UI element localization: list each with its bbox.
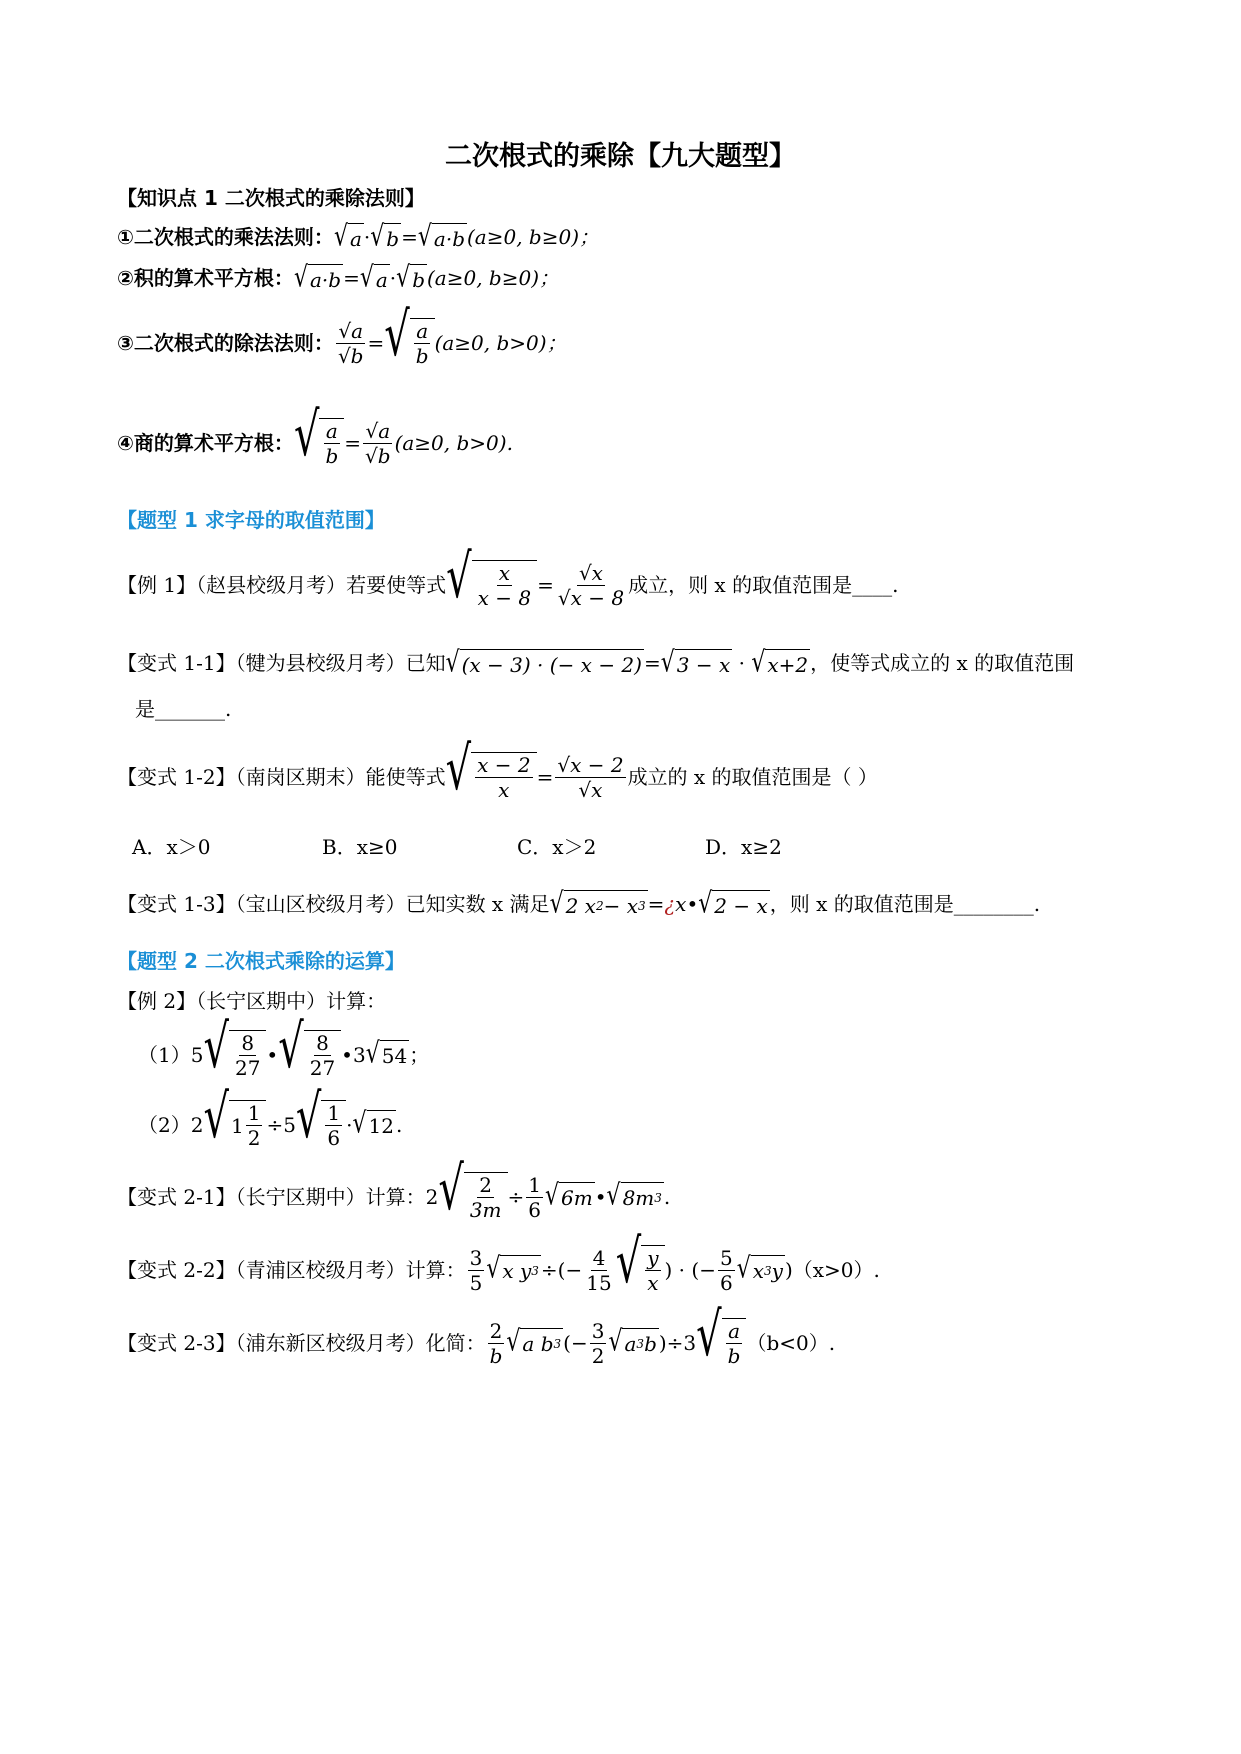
example-1-suffix: 成立，则 x 的取值范围是____.: [628, 573, 899, 597]
rule-1-condition: (a≥0, b≥0)；: [467, 225, 600, 249]
sqrt-2-minus-x: √ 2 − x: [698, 887, 768, 921]
variant-2-3-prefix: 【变式 2-3】（浦东新区校级月考）化简：: [117, 1331, 486, 1355]
example-2-item-2: （2）2 √ 1 $\frac{1}{2}$ ÷5 √ $\frac{1}{6}$ · √ 12 .: [138, 1083, 403, 1152]
rule-1-label: ①二次根式的乘法法则：: [117, 225, 334, 249]
sqrt-54: √ 54: [365, 1037, 408, 1070]
variant-2-3-condition: （b<0）.: [746, 1331, 836, 1355]
sqrt-8-over-27-2: √ $\frac{8}{27}$: [278, 1030, 341, 1080]
sqrt-a3b: √ a 3 b: [608, 1325, 657, 1358]
rule-3: ③二次根式的除法法则： $\frac{√a}{√b}$ = √ $\frac{a}{b}$ (a≥0, b>0)；: [117, 301, 567, 370]
fraction-2-over-b: $\frac{2}{b}$: [489, 1318, 503, 1368]
sqrt-8m3: √ 8m 3: [606, 1179, 662, 1212]
rule-2: ②积的算术平方根： √ a·b = √ a · √ b (a≥0, b≥0)；: [117, 261, 560, 295]
sqrt-x-minus-2-over-x: √ $\frac{x - 2}{x}$: [446, 752, 537, 802]
sqrt-x3y: √ x 3 y: [736, 1252, 783, 1285]
example-2-item-1: （1）5 √ $\frac{8}{27}$ • √ $\frac{8}{27}$ •3 √ 54 ；: [138, 1013, 430, 1082]
sqrt-a-2: √ a: [359, 261, 388, 295]
rule-4-condition: (a≥0, b>0).: [394, 431, 513, 455]
variant-1-3-prefix: 【变式 1-3】（宝山区校级月考）已知实数 x 满足: [117, 892, 550, 916]
item-1-label: （1）: [138, 1043, 191, 1067]
variant-1-1-prefix: 【变式 1-1】（犍为县校级月考）已知: [117, 651, 446, 675]
variant-1-2: 【变式 1-2】（南岗区期末）能使等式 √ $\frac{x - 2}{x}$ = $\frac{√x - 2}{√x}$ 成立的 x 的取值范围是（ ）: [117, 735, 878, 804]
sqrt-b-2: √ b: [396, 261, 425, 295]
sqrt-x-over-x-minus-8: √ $\frac{x}{x - 8}$: [446, 560, 537, 610]
fraction-1-over-6: $\frac{1}{6}$: [528, 1172, 542, 1222]
variant-1-2-suffix: 成立的 x 的取值范围是（ ）: [627, 765, 878, 789]
variant-1-3: 【变式 1-3】（宝山区校级月考）已知实数 x 满足 √ 2 x 2 − x 3 =¿x• √ 2 − x ，则 x 的取值范围是________.: [117, 887, 1041, 921]
sqrt-b: √ b: [370, 220, 400, 254]
type-2-heading: 【题型 2 二次根式乘除的运算】: [117, 949, 405, 973]
rule-3-label: ③二次根式的除法法则：: [117, 331, 334, 355]
knowledge-heading: 【知识点 1 二次根式的乘除法则】: [117, 186, 425, 210]
option-c[interactable]: C．x＞2: [517, 835, 597, 859]
fraction-3-over-2: $\frac{3}{2}$: [591, 1318, 605, 1368]
rule-4-label: ④商的算术平方根：: [117, 431, 294, 455]
example-1: 【例 1】（赵县校级月考）若要使等式 √ $\frac{x}{x - 8}$ = $\frac{√x}{√x - 8}$ 成立，则 x 的取值范围是____.: [117, 543, 899, 612]
sqrt-8-over-27: √ $\frac{8}{27}$: [203, 1030, 266, 1080]
sqrt-2-over-3m: √ $\frac{2}{3m}$: [438, 1172, 507, 1222]
example-1-prefix: 【例 1】（赵县校级月考）若要使等式: [117, 573, 447, 597]
page-title: 二次根式的乘除【九大题型】: [445, 141, 796, 172]
type-1-heading: 【题型 1 求字母的取值范围】: [117, 508, 385, 532]
fraction-sqrt-x-minus-2-over-sqrt-x: $\frac{√x - 2}{√x}$: [557, 752, 624, 802]
fraction-4-over-15: $\frac{4}{15}$: [586, 1245, 612, 1295]
variant-1-1-suffix: ，使等式成立的 x 的取值范围: [810, 651, 1075, 675]
options-row: [132, 832, 825, 862]
variant-2-3: 【变式 2-3】（浦东新区校级月考）化简： $\frac{2}{b}$ √ a b 3 (− $\frac{3}{2}$ √ a 3 b )÷3 √ $\frac{a}{b}$ （b<0）.: [117, 1301, 836, 1370]
sqrt-a-over-b-3: √ $\frac{a}{b}$: [696, 1318, 746, 1368]
fraction-sqrt-a-over-sqrt-b-2: $\frac{√a}{√b}$: [365, 418, 391, 468]
sqrt-a: √ a: [333, 220, 362, 254]
sqrt-12: √ 12: [352, 1107, 394, 1140]
variant-2-2: 【变式 2-2】（青浦区校级月考）计算： $\frac{3}{5}$ √ x y 3 ÷(− $\frac{4}{15}$ √ $\frac{y}{x}$ ) · (− $\frac{5}{6}$ √ x 3 y )（x>0）.: [117, 1228, 880, 1297]
sqrt-ab3: √ a b 3: [506, 1325, 562, 1358]
rule-4: ④商的算术平方根： √ $\frac{a}{b}$ = $\frac{√a}{√b}$ (a≥0, b>0).: [117, 401, 513, 470]
option-d[interactable]: D．x≥2: [705, 835, 782, 859]
sqrt-1-over-6: √ $\frac{1}{6}$: [296, 1100, 346, 1150]
rule-2-label: ②积的算术平方根：: [117, 266, 294, 290]
option-a[interactable]: A．x＞0: [132, 835, 211, 859]
variant-1-2-prefix: 【变式 1-2】（南岗区期末）能使等式: [117, 765, 446, 789]
fraction-sqrt-a-over-sqrt-b: $\frac{√a}{√b}$: [337, 318, 364, 368]
fraction-3-over-5: $\frac{3}{5}$: [469, 1245, 483, 1295]
variant-1-3-suffix: ，则 x 的取值范围是________.: [769, 892, 1041, 916]
sqrt-a-over-b-2: √ $\frac{a}{b}$: [294, 418, 344, 468]
rule-3-condition: (a≥0, b>0)；: [434, 331, 567, 355]
variant-1-1: 【变式 1-1】（犍为县校级月考）已知 √ (x − 3) · (− x − 2) = √ 3 − x · √ x+2 ，使等式成立的 x 的取值范围: [117, 646, 1075, 680]
variant-2-2-condition: （x>0）.: [792, 1258, 880, 1282]
sqrt-xy3: √ x y 3: [486, 1252, 539, 1285]
variant-2-2-prefix: 【变式 2-2】（青浦区校级月考）计算：: [117, 1258, 466, 1282]
item-2-label: （2）: [138, 1113, 191, 1137]
variant-2-1-prefix: 【变式 2-1】（长宁区期中）计算：: [117, 1185, 426, 1209]
sqrt-a-over-b: √ $\frac{a}{b}$: [384, 318, 434, 368]
rule-2-condition: (a≥0, b≥0)；: [427, 266, 560, 290]
example-2-heading: 【例 2】（长宁区期中）计算：: [117, 989, 387, 1013]
option-b[interactable]: B．x≥0: [322, 835, 398, 859]
variant-2-1: 【变式 2-1】（长宁区期中）计算：2 √ $\frac{2}{3m}$ ÷ $\frac{1}{6}$ √ 6m • √ 8m 3 .: [117, 1155, 671, 1224]
sqrt-1-and-half: √ 1 $\frac{1}{2}$: [203, 1100, 266, 1150]
sqrt-ab-2: √ a·b: [293, 261, 342, 295]
sqrt-3-minus-x: √ 3 − x: [660, 646, 731, 680]
sqrt-x-plus-2: √ x+2: [751, 646, 809, 680]
sqrt-2x2-minus-x3: √ 2 x 2 − x 3: [549, 887, 646, 921]
fraction-sqrt-x-over-sqrt-x-minus-8: $\frac{√x}{√x - 8}$: [557, 560, 625, 610]
rule-1: ①二次根式的乘法法则： √ a · √ b = √ a·b (a≥0, b≥0)；: [117, 220, 600, 254]
sqrt-ab: √ a·b: [417, 220, 465, 254]
sqrt-product-expression: √ (x − 3) · (− x − 2): [445, 646, 642, 680]
sqrt-6m: √ 6m: [545, 1179, 593, 1212]
fraction-5-over-6: $\frac{5}{6}$: [719, 1245, 733, 1295]
variant-1-1-line-2: 是_______.: [135, 697, 232, 721]
sqrt-y-over-x: √ $\frac{y}{x}$: [616, 1245, 665, 1295]
